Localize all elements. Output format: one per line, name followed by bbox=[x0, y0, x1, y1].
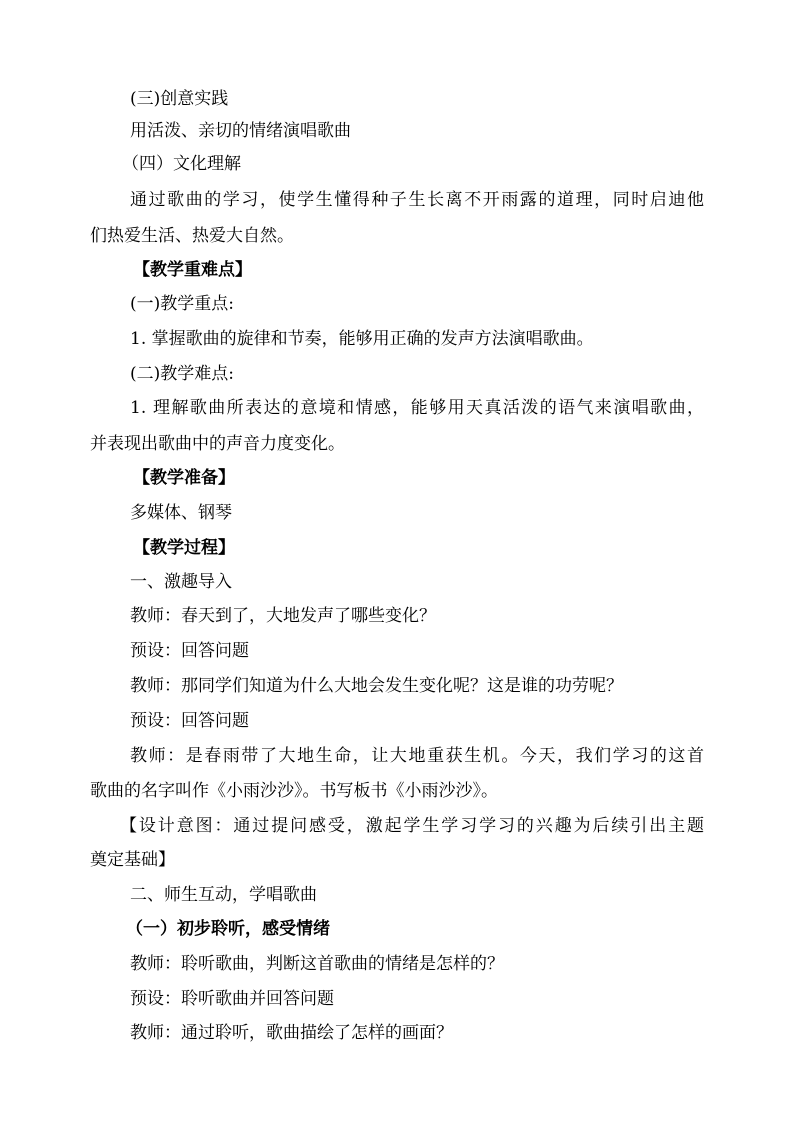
paragraph-line: 教师：那同学们知道为什么大地会发生变化呢？这是谁的功劳呢？ bbox=[130, 676, 623, 696]
paragraph-line: 教师：聆听歌曲，判断这首歌曲的情绪是怎样的？ bbox=[130, 954, 504, 974]
paragraph-line: 1. 掌握歌曲的旋律和节奏，能够用正确的发声方法演唱歌曲。 bbox=[130, 329, 594, 349]
paragraph-line: 多媒体、钢琴 bbox=[130, 503, 232, 523]
section-heading-preparation: 【教学准备】 bbox=[133, 468, 235, 488]
section-heading-key-points: 【教学重难点】 bbox=[133, 260, 252, 280]
section-heading-process: 【教学过程】 bbox=[133, 538, 235, 558]
paragraph-line: 预设：回答问题 bbox=[130, 641, 249, 661]
subheading-interaction: 二、师生互动，学唱歌曲 bbox=[130, 885, 317, 905]
paragraph-line: 1. 理解歌曲所表达的意境和情感，能够用天真活泼的语气来演唱歌曲， bbox=[130, 398, 704, 418]
paragraph-line: 们热爱生活、热爱大自然。 bbox=[90, 226, 294, 246]
subheading-teaching-focus: (一)教学重点: bbox=[130, 294, 234, 314]
paragraph-line: 预设：聆听歌曲并回答问题 bbox=[130, 989, 334, 1009]
subheading-teaching-difficulty: (二)教学难点: bbox=[130, 364, 234, 384]
paragraph-line: 预设：回答问题 bbox=[130, 711, 249, 731]
subheading-first-listening: （一）初步聆听，感受情绪 bbox=[126, 919, 330, 939]
design-intent-line: 奠定基础】 bbox=[90, 850, 175, 870]
design-intent-line: 【设计意图：通过提问感受，激起学生学习学习的兴趣为后续引出主题 bbox=[120, 816, 704, 836]
paragraph-line: 通过歌曲的学习，使学生懂得种子生长离不开雨露的道理，同时启迪他 bbox=[130, 190, 704, 210]
subheading-introduction: 一、激趣导入 bbox=[130, 572, 232, 592]
paragraph-line: 教师：春天到了，大地发声了哪些变化？ bbox=[130, 606, 436, 626]
paragraph-line: 并表现出歌曲中的声音力度变化。 bbox=[90, 434, 345, 454]
paragraph-line: 用活泼、亲切的情绪演唱歌曲 bbox=[130, 121, 351, 141]
paragraph-line: 歌曲的名字叫作《小雨沙沙》。书写板书《小雨沙沙》。 bbox=[90, 781, 498, 801]
subheading-cultural-understanding: （四）文化理解 bbox=[122, 154, 241, 174]
paragraph-line: 教师：通过聆听，歌曲描绘了怎样的画面？ bbox=[130, 1023, 453, 1043]
paragraph-line: 教师：是春雨带了大地生命，让大地重获生机。今天，我们学习的这首 bbox=[130, 746, 704, 766]
subheading-creative-practice: (三)创意实践 bbox=[130, 89, 229, 109]
